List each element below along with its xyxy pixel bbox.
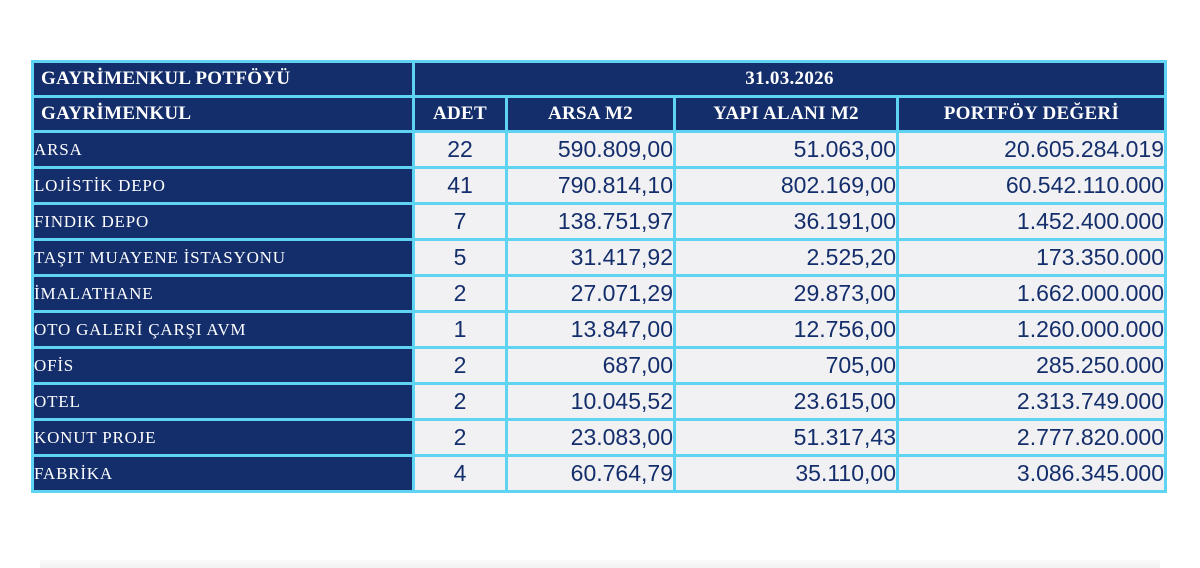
cell-arsa-m2: 687,00: [508, 349, 673, 382]
cell-arsa-m2: 13.847,00: [508, 313, 673, 346]
cell-gayrimenkul: OFİS: [34, 349, 412, 382]
cell-gayrimenkul: OTEL: [34, 385, 412, 418]
cell-adet: 2: [415, 385, 505, 418]
table-row: [34, 421, 1164, 454]
cell-adet: 5: [415, 241, 505, 274]
portfolio-table: [31, 60, 1167, 493]
cell-adet: 7: [415, 205, 505, 238]
cell-yapi-alani-m2: 2.525,20: [676, 241, 896, 274]
cell-adet: 1: [415, 313, 505, 346]
cell-adet: 22: [415, 133, 505, 166]
table-row: [34, 169, 1164, 202]
report-date: 31.03.2026: [415, 63, 1164, 95]
table-row: [34, 457, 1164, 490]
table-row: [34, 133, 1164, 166]
cell-gayrimenkul: LOJİSTİK DEPO: [34, 169, 412, 202]
column-header-portfoy-degeri: PORTFÖY DEĞERİ: [899, 98, 1164, 130]
title-row: [34, 63, 1164, 95]
cell-portfoy-degeri: 1.260.000.000: [899, 313, 1164, 346]
cell-portfoy-degeri: 1.452.400.000: [899, 205, 1164, 238]
table-row: [34, 205, 1164, 238]
cell-arsa-m2: 10.045,52: [508, 385, 673, 418]
cell-portfoy-degeri: 1.662.000.000: [899, 277, 1164, 310]
cell-portfoy-degeri: 2.777.820.000: [899, 421, 1164, 454]
cell-adet: 4: [415, 457, 505, 490]
cell-yapi-alani-m2: 51.063,00: [676, 133, 896, 166]
cell-arsa-m2: 590.809,00: [508, 133, 673, 166]
table-row: [34, 277, 1164, 310]
cell-arsa-m2: 31.417,92: [508, 241, 673, 274]
portfolio-table-frame: [31, 60, 1167, 493]
cell-gayrimenkul: FABRİKA: [34, 457, 412, 490]
column-header-adet: ADET: [415, 98, 505, 130]
cell-adet: 41: [415, 169, 505, 202]
cell-gayrimenkul: TAŞIT MUAYENE İSTASYONU: [34, 241, 412, 274]
cell-portfoy-degeri: 20.605.284.019: [899, 133, 1164, 166]
cell-yapi-alani-m2: 35.110,00: [676, 457, 896, 490]
cell-adet: 2: [415, 421, 505, 454]
column-header-arsa-m2: ARSA M2: [508, 98, 673, 130]
cell-yapi-alani-m2: 51.317,43: [676, 421, 896, 454]
cell-arsa-m2: 138.751,97: [508, 205, 673, 238]
cell-gayrimenkul: KONUT PROJE: [34, 421, 412, 454]
cell-gayrimenkul: FINDIK DEPO: [34, 205, 412, 238]
cell-portfoy-degeri: 285.250.000: [899, 349, 1164, 382]
cell-yapi-alani-m2: 23.615,00: [676, 385, 896, 418]
bottom-shadow: [40, 560, 1160, 568]
cell-yapi-alani-m2: 29.873,00: [676, 277, 896, 310]
cell-yapi-alani-m2: 802.169,00: [676, 169, 896, 202]
cell-gayrimenkul: ARSA: [34, 133, 412, 166]
cell-portfoy-degeri: 2.313.749.000: [899, 385, 1164, 418]
table-row: [34, 349, 1164, 382]
table-row: [34, 313, 1164, 346]
cell-gayrimenkul: İMALATHANE: [34, 277, 412, 310]
cell-gayrimenkul: OTO GALERİ ÇARŞI AVM: [34, 313, 412, 346]
cell-arsa-m2: 23.083,00: [508, 421, 673, 454]
column-header-yapi-alani-m2: YAPI ALANI M2: [676, 98, 896, 130]
table-title: GAYRİMENKUL POTFÖYÜ: [34, 63, 412, 95]
table-row: [34, 241, 1164, 274]
table-row: [34, 385, 1164, 418]
cell-portfoy-degeri: 60.542.110.000: [899, 169, 1164, 202]
cell-adet: 2: [415, 349, 505, 382]
cell-portfoy-degeri: 173.350.000: [899, 241, 1164, 274]
cell-adet: 2: [415, 277, 505, 310]
cell-arsa-m2: 60.764,79: [508, 457, 673, 490]
cell-yapi-alani-m2: 12.756,00: [676, 313, 896, 346]
cell-yapi-alani-m2: 705,00: [676, 349, 896, 382]
cell-yapi-alani-m2: 36.191,00: [676, 205, 896, 238]
column-header-gayrimenkul: GAYRİMENKUL: [34, 98, 412, 130]
column-header-row: [34, 98, 1164, 130]
cell-portfoy-degeri: 3.086.345.000: [899, 457, 1164, 490]
cell-arsa-m2: 790.814,10: [508, 169, 673, 202]
cell-arsa-m2: 27.071,29: [508, 277, 673, 310]
table-body: [34, 63, 1164, 490]
